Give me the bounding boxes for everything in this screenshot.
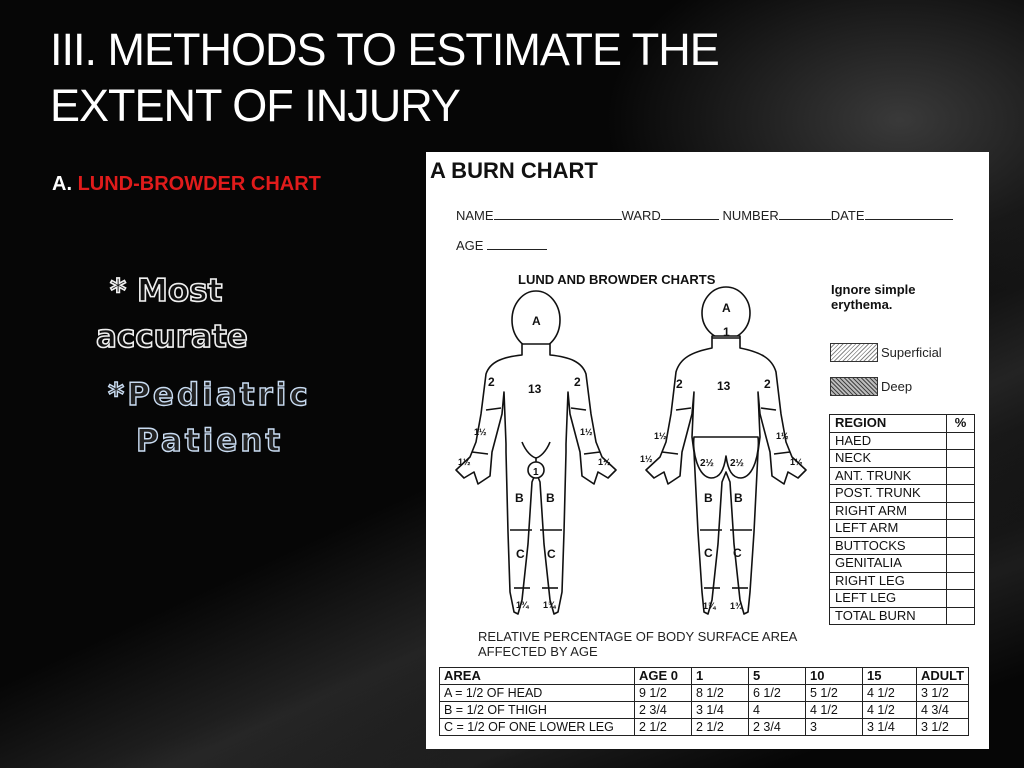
form-number-label: NUMBER	[722, 208, 779, 223]
note1-line1: * Most	[110, 273, 223, 309]
back-label-thigh-r: B	[734, 491, 743, 505]
form-name-label: NAME	[456, 208, 494, 223]
burn-chart-title: A BURN CHART	[430, 158, 598, 183]
back-label-upper-arm-r: 2	[764, 377, 771, 391]
age-header-adult: ADULT	[917, 668, 969, 685]
percent-header: %	[947, 415, 975, 433]
front-label-upper-arm-r: 2	[574, 375, 581, 389]
age-header-area: AREA	[440, 668, 635, 685]
age-cell: 4 1/2	[863, 685, 917, 702]
percent-cell	[947, 555, 975, 573]
age-cell: 2 1/2	[635, 719, 692, 736]
age-header-age0: AGE 0	[635, 668, 692, 685]
table-row	[830, 607, 975, 625]
front-label-genitalia: 1	[533, 467, 539, 478]
note-most-accurate	[96, 268, 296, 360]
age-cell: 9 1/2	[635, 685, 692, 702]
table-row	[830, 572, 975, 590]
subtitle-prefix: A.	[52, 173, 72, 195]
percent-cell	[947, 450, 975, 468]
burn-chart-image	[426, 152, 989, 749]
age-cell: 3 1/4	[692, 702, 749, 719]
region-cell: TOTAL BURN	[830, 607, 947, 625]
percent-cell	[947, 485, 975, 503]
age-cell: 2 3/4	[749, 719, 806, 736]
back-label-hand-r: 1½	[790, 457, 803, 467]
region-cell: BUTTOCKS	[830, 537, 947, 555]
percent-cell	[947, 537, 975, 555]
front-label-forearm-r: 1½	[580, 427, 593, 437]
back-label-leg-r: C	[733, 546, 742, 560]
back-label-foot-r: 1¾	[730, 601, 743, 611]
front-body-outline	[456, 291, 616, 614]
table-row	[830, 432, 975, 450]
age-header-15: 15	[863, 668, 917, 685]
region-cell: NECK	[830, 450, 947, 468]
ignore-erythema-note: Ignore simple erythema.	[831, 282, 916, 312]
superficial-swatch	[830, 343, 878, 362]
age-cell: 4	[749, 702, 806, 719]
age-cell: B = 1/2 OF THIGH	[440, 702, 635, 719]
slide-title: III. METHODS TO ESTIMATE THE EXTENT OF INJURY	[50, 24, 719, 131]
region-cell: POST. TRUNK	[830, 485, 947, 503]
relative-line1: RELATIVE PERCENTAGE OF BODY SURFACE AREA	[478, 629, 798, 644]
percent-cell	[947, 520, 975, 538]
percent-cell	[947, 590, 975, 608]
age-cell: A = 1/2 OF HEAD	[440, 685, 635, 702]
age-cell: 2 3/4	[635, 702, 692, 719]
back-label-leg-l: C	[704, 546, 713, 560]
percent-cell	[947, 432, 975, 450]
note2-line1: *Pediatric	[108, 377, 311, 413]
back-label-head: A	[722, 301, 731, 315]
table-row	[830, 590, 975, 608]
table-row	[440, 685, 969, 702]
back-label-buttock-r: 2½	[730, 458, 744, 469]
back-label-forearm-r: 1½	[776, 431, 789, 441]
table-row	[830, 502, 975, 520]
percent-cell	[947, 467, 975, 485]
table-row	[440, 702, 969, 719]
subtitle-highlight: LUND-BROWDER CHART	[77, 173, 321, 195]
front-label-leg-l: C	[516, 547, 525, 561]
deep-swatch	[830, 377, 878, 396]
table-row	[830, 520, 975, 538]
front-label-thigh-l: B	[515, 491, 524, 505]
deep-label: Deep	[881, 379, 913, 394]
age-header-10: 10	[806, 668, 863, 685]
back-label-forearm-l: 1½	[654, 431, 667, 441]
age-table-header	[440, 668, 969, 685]
region-table-header	[830, 415, 975, 433]
note-pediatric-patient	[108, 372, 338, 464]
form-date-blank	[865, 207, 953, 220]
front-label-thigh-r: B	[546, 491, 555, 505]
body-diagrams	[426, 152, 826, 632]
age-cell: 4 1/2	[863, 702, 917, 719]
front-label-upper-arm-l: 2	[488, 375, 495, 389]
form-date-label: DATE	[830, 208, 865, 223]
age-cell: 8 1/2	[692, 685, 749, 702]
age-header-5: 5	[749, 668, 806, 685]
table-row	[830, 555, 975, 573]
age-header-1: 1	[692, 668, 749, 685]
front-label-foot-r: 1¾	[543, 600, 556, 610]
age-cell: 4 1/2	[806, 702, 863, 719]
age-cell: 3 1/2	[917, 719, 969, 736]
front-label-head: A	[532, 314, 541, 328]
form-age-label: AGE	[456, 238, 484, 253]
age-cell: 6 1/2	[749, 685, 806, 702]
region-cell: ANT. TRUNK	[830, 467, 947, 485]
age-cell: 2 1/2	[692, 719, 749, 736]
region-cell: HAED	[830, 432, 947, 450]
region-cell: LEFT LEG	[830, 590, 947, 608]
relative-line2: AFFECTED BY AGE	[478, 644, 598, 659]
form-ward-label: WARD	[621, 208, 661, 223]
percent-cell	[947, 572, 975, 590]
age-cell: 3 1/2	[917, 685, 969, 702]
back-label-upper-arm-l: 2	[676, 377, 683, 391]
front-label-trunk: 13	[528, 382, 542, 396]
region-cell: LEFT ARM	[830, 520, 947, 538]
back-label-buttock-l: 2½	[700, 458, 714, 469]
superficial-label: Superficial	[881, 345, 942, 360]
lund-browder-heading: LUND AND BROWDER CHARTS	[518, 272, 716, 287]
table-row	[830, 485, 975, 503]
percent-cell	[947, 502, 975, 520]
age-cell: 4 3/4	[917, 702, 969, 719]
table-row	[830, 467, 975, 485]
age-cell: 3	[806, 719, 863, 736]
note2-line2: Patient	[136, 423, 284, 459]
back-label-thigh-l: B	[704, 491, 713, 505]
region-cell: RIGHT LEG	[830, 572, 947, 590]
age-cell: 3 1/4	[863, 719, 917, 736]
table-row	[440, 719, 969, 736]
front-label-hand-r: 1½	[598, 457, 611, 467]
region-cell: GENITALIA	[830, 555, 947, 573]
age-cell: 5 1/2	[806, 685, 863, 702]
back-label-neck: 1	[723, 325, 730, 339]
table-row	[830, 537, 975, 555]
age-cell: C = 1/2 OF ONE LOWER LEG	[440, 719, 635, 736]
front-label-leg-r: C	[547, 547, 556, 561]
front-label-foot-l: 1¾	[516, 600, 529, 610]
relative-percentage-caption	[478, 629, 797, 659]
back-label-hand-l: 1½	[640, 454, 653, 464]
region-table	[829, 414, 975, 625]
slide-subtitle	[52, 173, 321, 196]
table-row	[830, 450, 975, 468]
percent-cell	[947, 607, 975, 625]
region-cell: RIGHT ARM	[830, 502, 947, 520]
front-label-forearm-l: 1½	[474, 427, 487, 437]
front-label-hand-l: 1½	[458, 457, 471, 467]
region-header: REGION	[830, 415, 947, 433]
age-table	[439, 667, 969, 736]
note1-line2: accurate	[96, 319, 248, 355]
back-label-foot-l: 1¾	[703, 601, 716, 611]
back-label-trunk: 13	[717, 379, 731, 393]
